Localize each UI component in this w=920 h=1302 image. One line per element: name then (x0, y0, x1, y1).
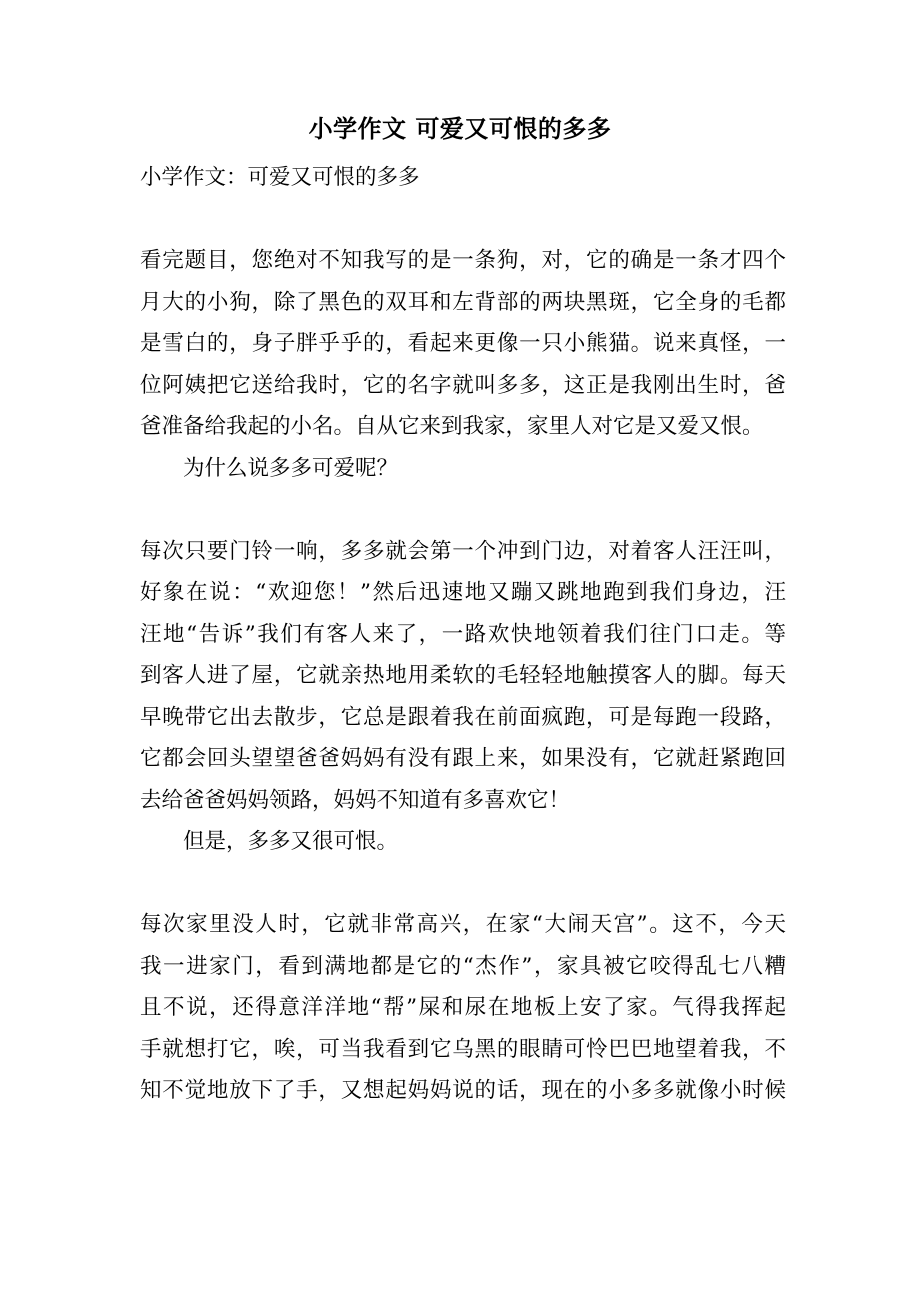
text-line: 它都会回头望望爸爸妈妈有没有跟上来，如果没有，它就赶紧跑回 (140, 746, 786, 771)
paragraph-3 (140, 904, 786, 1112)
text-line: 手就想打它，唉，可当我看到它乌黑的眼睛可怜巴巴地望着我，不 (140, 1036, 786, 1062)
text-line: 到客人进了屋，它就亲热地用柔软的毛轻轻地触摸客人的脚。每天 (140, 663, 786, 688)
text-line: 知不觉地放下了手，又想起妈妈说的话，现在的小多多就像小时候 (140, 1078, 786, 1103)
blank-line (140, 863, 786, 905)
question-line: 为什么说多多可爱呢？ (183, 455, 399, 481)
transition-line: 但是，多多又很可恨。 (183, 829, 399, 854)
subtitle-line: 小学作文：可爱又可恨的多多 (140, 165, 420, 190)
paragraph-2 (140, 531, 786, 822)
text-line: 看完题目，您绝对不知我写的是一条狗，对，它的确是一条才四个 (140, 248, 786, 273)
document-body (140, 157, 786, 1112)
text-line: 月大的小狗，除了黑色的双耳和左背部的两块黑斑，它全身的毛都 (140, 289, 786, 315)
text-line: 每次只要门铃一响，多多就会第一个冲到门边，对着客人汪汪叫， (140, 538, 786, 564)
blank-line (140, 199, 786, 241)
document-title: 小学作文 可爱又可恨的多多 (308, 114, 612, 143)
paragraph-1 (140, 240, 786, 448)
text-line: 爸准备给我起的小名。自从它来到我家，家里人对它是又爱又恨。 (140, 414, 764, 439)
text-line: 我一进家门，看到满地都是它的“杰作”，家具被它咬得乱七八糟 (140, 953, 786, 979)
text-line: 早晚带它出去散步，它总是跟着我在前面疯跑，可是每跑一段路， (140, 704, 786, 730)
text-line: 去给爸爸妈妈领路，妈妈不知道有多喜欢它！ (140, 787, 571, 813)
text-line: 汪地“告诉”我们有客人来了，一路欢快地领着我们往门口走。等 (140, 621, 786, 647)
text-line: 且不说，还得意洋洋地“帮”屎和尿在地板上安了家。气得我挥起 (140, 995, 786, 1020)
text-line: 是雪白的，身子胖乎乎的，看起来更像一只小熊猫。说来真怪，一 (140, 331, 786, 356)
text-line: 每次家里没人时，它就非常高兴，在家“大闹天宫”。这不，今天 (140, 912, 786, 937)
text-line: 位阿姨把它送给我时，它的名字就叫多多，这正是我刚出生时，爸 (140, 372, 786, 398)
text-line: 好象在说：“欢迎您！”然后迅速地又蹦又跳地跑到我们身边，汪 (140, 580, 786, 605)
blank-line (140, 489, 786, 531)
